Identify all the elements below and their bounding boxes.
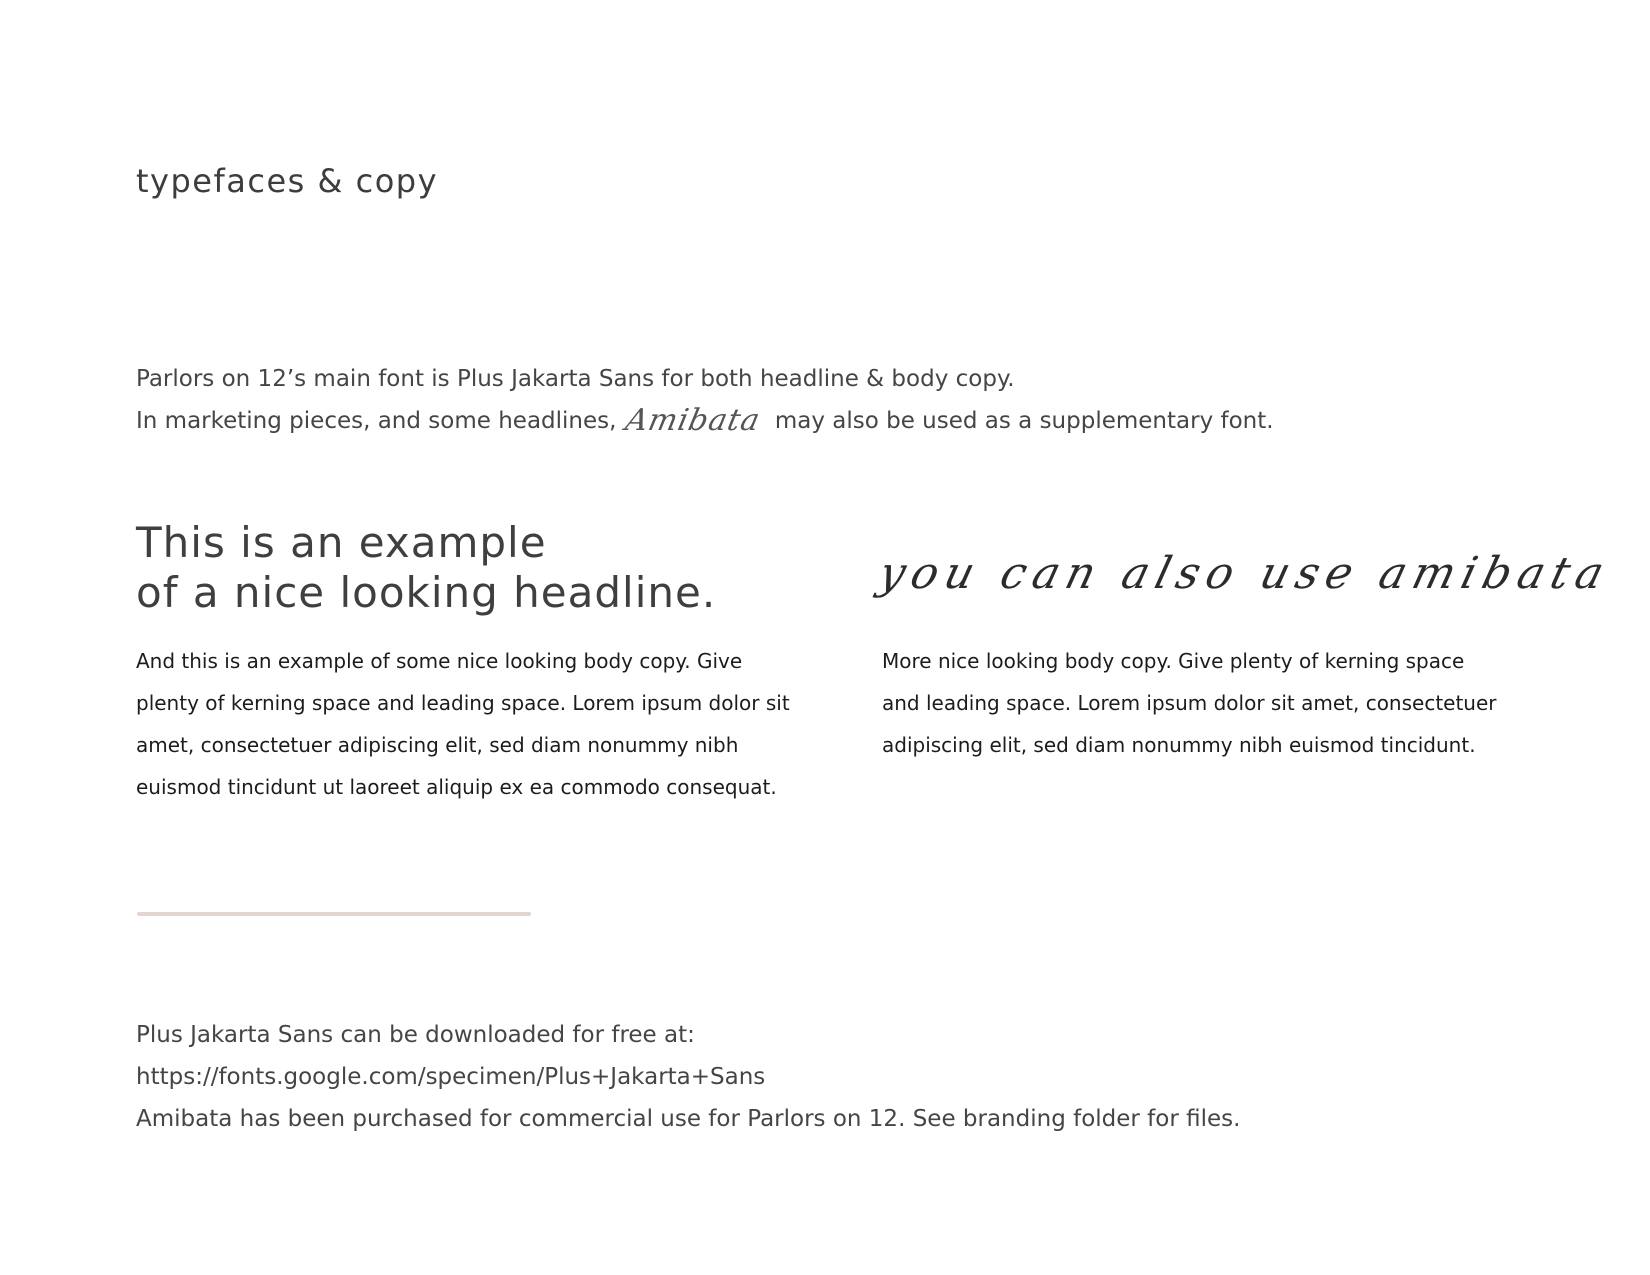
section-divider bbox=[137, 912, 531, 916]
example-headline-line-2: of a nice looking headline. bbox=[136, 568, 717, 617]
example-body-copy-right: More nice looking body copy. Give plenty of kerning space and leading space. Lorem ipsum dolor sit amet, consectetuer adipiscing elit, sed diam nonummy nibh euismod tincidunt. bbox=[882, 649, 1497, 757]
example-body-copy-left: And this is an example of some nice looking body copy. Give plenty of kerning space and leading space. Lorem ipsum dolor sit amet, consectetuer adipiscing elit, sed diam nonummy nibh euismod tincidunt ut laoreet aliquip ex ea commodo consequat. bbox=[136, 649, 790, 799]
font-download-info bbox=[136, 1014, 1240, 1140]
amibata-font-sample: Amibata bbox=[622, 403, 764, 438]
script-headline-example: you can also use amibata bbox=[873, 548, 1616, 599]
example-headline bbox=[136, 518, 716, 618]
footer-line-1: Plus Jakarta Sans can be downloaded for free at: bbox=[136, 1022, 695, 1048]
intro-line-2 bbox=[136, 400, 1596, 442]
example-headline-line-1: This is an example bbox=[136, 518, 547, 567]
intro-line-1: Parlors on 12’s main font is Plus Jakarta Sans for both headline & body copy. bbox=[136, 366, 1015, 392]
footer-line-3: Amibata has been purchased for commercial use for Parlors on 12. See branding folder for files. bbox=[136, 1106, 1241, 1132]
font-download-link[interactable]: https://fonts.google.com/specimen/Plus+Jakarta+Sans bbox=[136, 1064, 766, 1090]
intro-line-2-end: may also be used as a supplementary font. bbox=[774, 408, 1274, 434]
intro-paragraph bbox=[136, 358, 1596, 442]
page-title: typefaces & copy bbox=[136, 162, 439, 200]
intro-line-2-start: In marketing pieces, and some headlines, bbox=[136, 408, 617, 434]
